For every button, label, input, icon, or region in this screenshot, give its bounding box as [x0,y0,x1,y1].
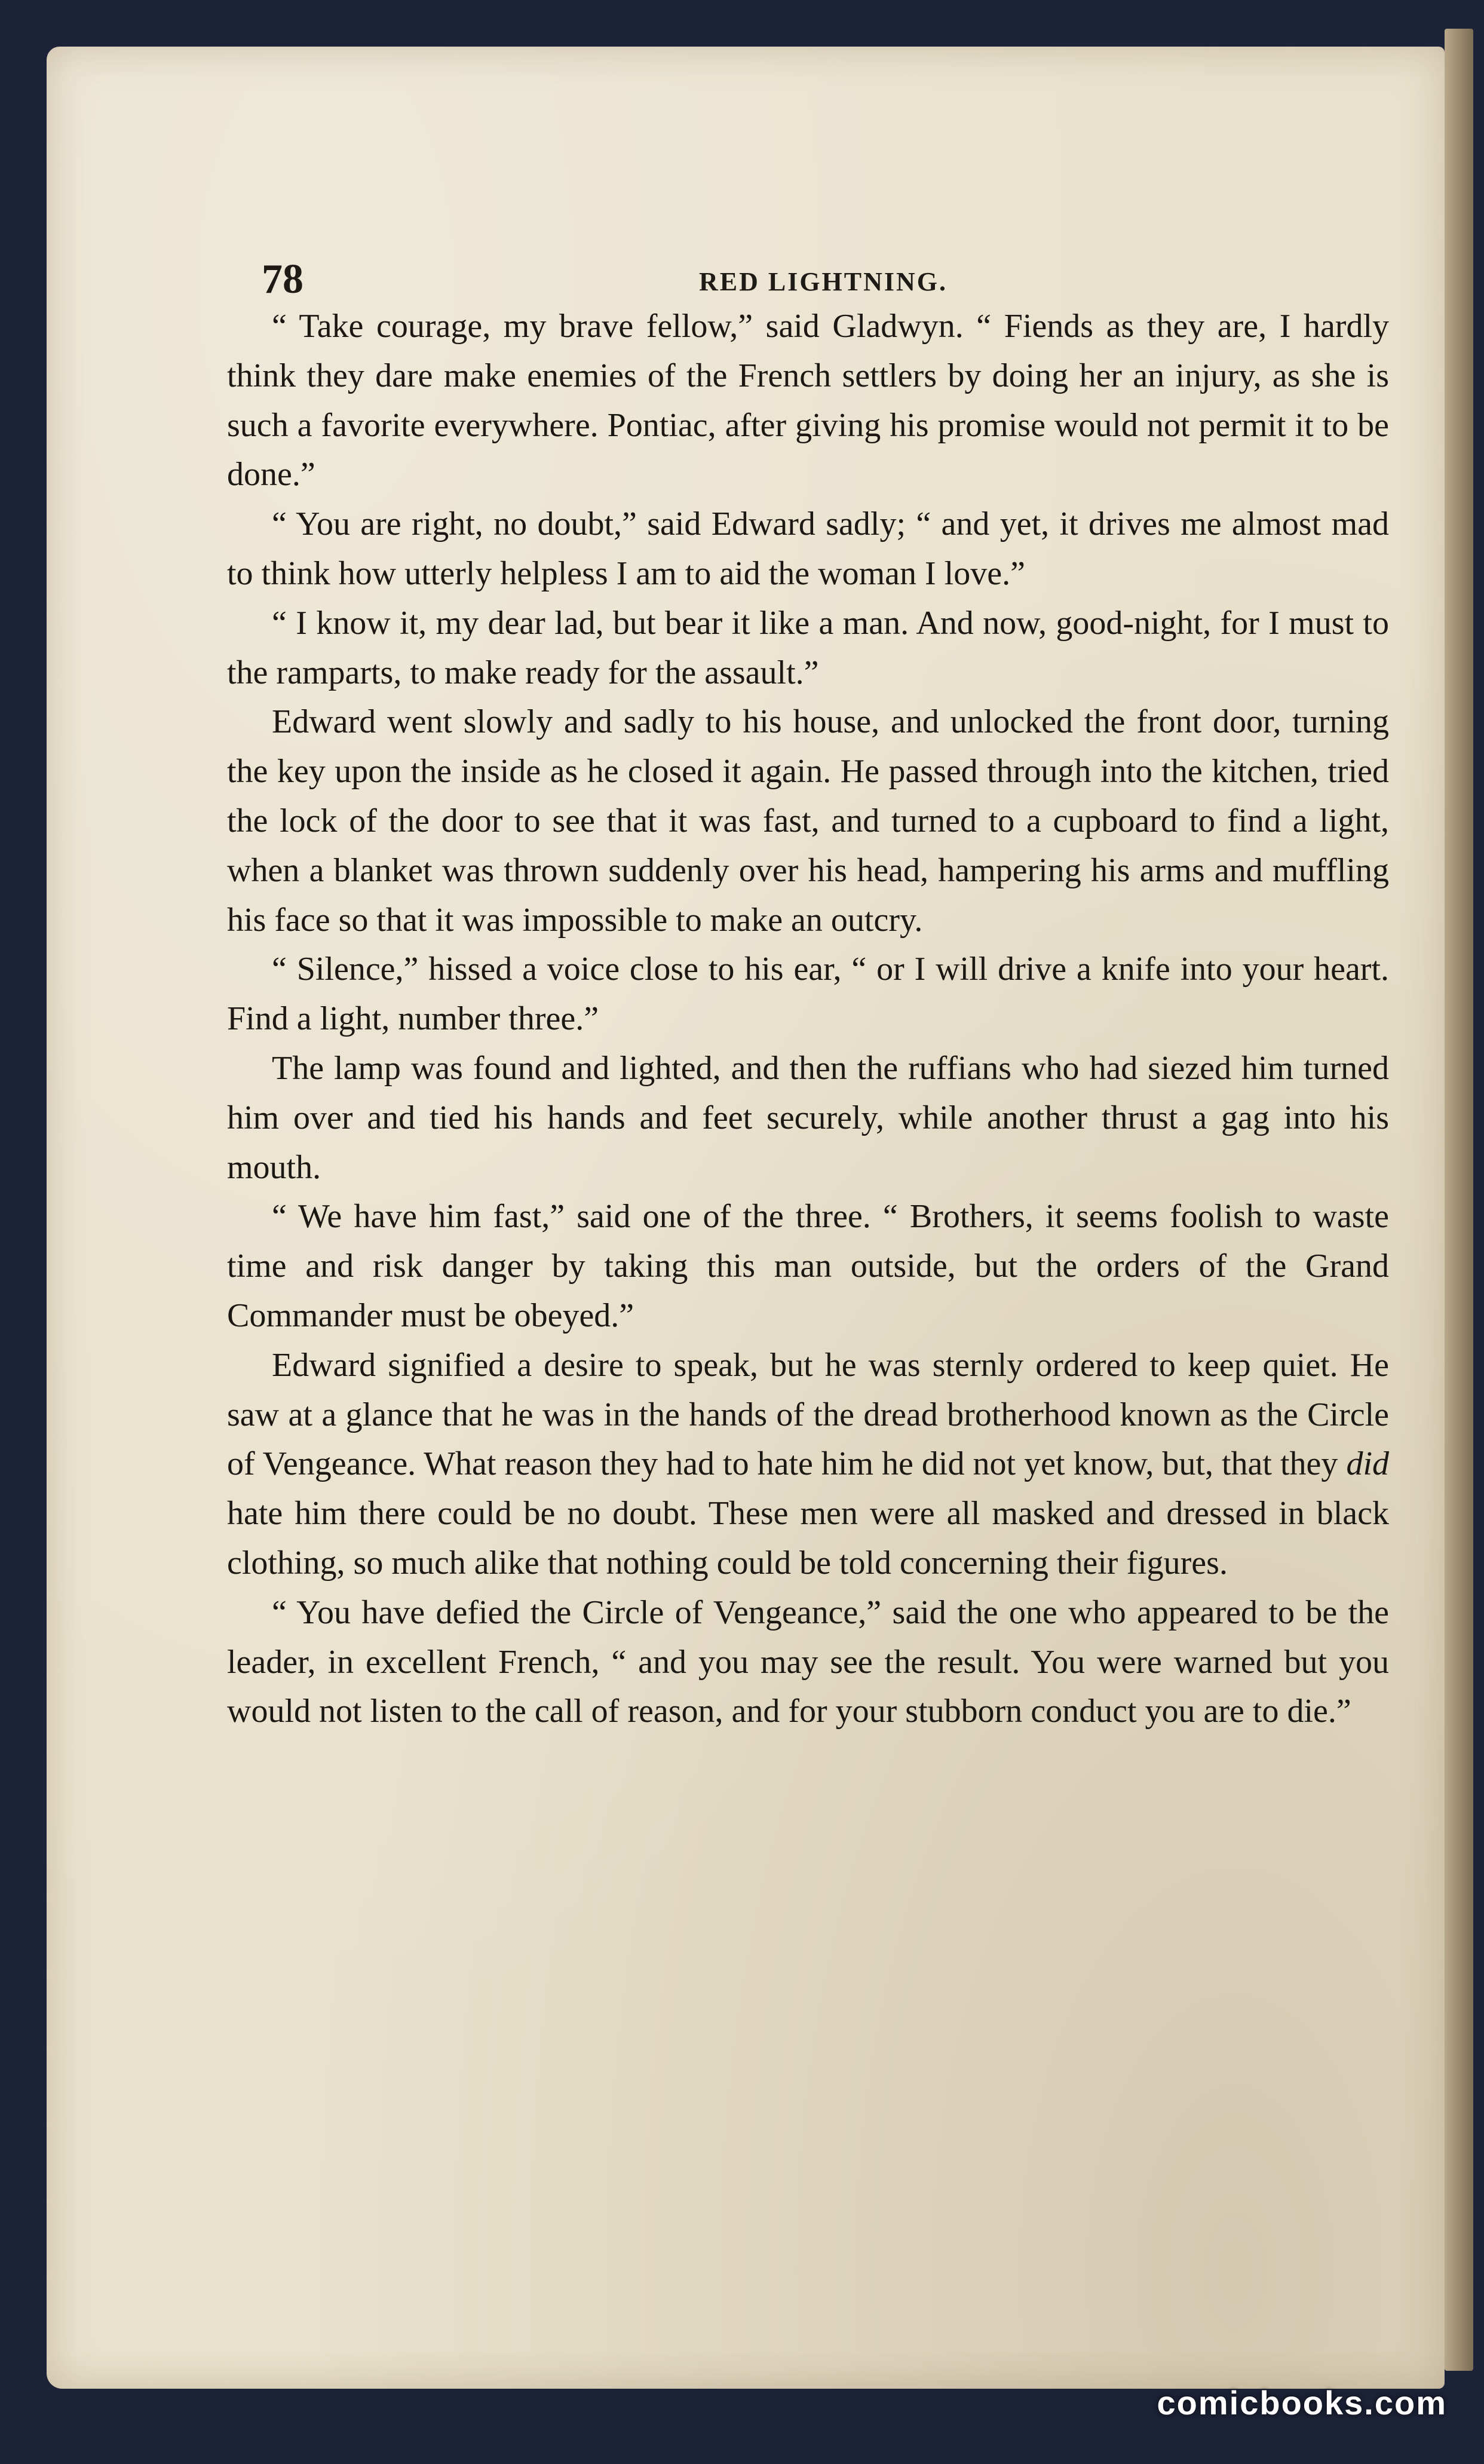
paragraph: Edward went slowly and sadly to his house, and unlocked the front door, turning the key upon the inside as he closed it again. He passed through into the kitchen, tried the lock of the door to see that it was fast, and turned to a cupboard to find a light, when a blanket was thrown suddenly over his head, hampering his arms and muffling his face so that it was impossible to make an outcry. [227,703,1389,939]
page-header [211,253,1436,307]
watermark: comicbooks.com [1157,2384,1447,2422]
paragraph: “ You are right, no doubt,” said Edward sadly; “ and yet, it drives me almost mad to think how utterly helpless I am to aid the woman I love.” [227,505,1389,592]
paragraph [227,1341,1389,1588]
paragraph: The lamp was found and lighted, and then the ruffians who had siezed him turned him over and tied his hands and feet securely, while another thrust a gag into his mouth. [227,1049,1389,1186]
emphasis-text: did [1346,1445,1389,1483]
paragraph: “ We have him fast,” said one of the three. “ Brothers, it seems foolish to waste time and risk danger by taking this man outside, but the orders of the Grand Commander must be obeyed.” [227,1198,1389,1334]
body-text [227,302,1389,1736]
paragraph: “ Silence,” hissed a voice close to his ear, “ or I will drive a knife into your heart. Find a light, number three.” [227,951,1389,1038]
paragraph-text: hate him there could be no doubt. These men were all masked and dressed in black clothing, so much alike that nothing could be told concerning their figures. [227,1495,1389,1582]
page-number: 78 [262,256,303,302]
paragraph: “ Take courage, my brave fellow,” said Gladwyn. “ Fiends as they are, I hardly think they dare make enemies of the French settlers by doing her an injury, as she is such a favorite everywhere. Pontiac, after giving his promise would not permit it to be done.” [227,308,1389,494]
running-head: RED LIGHTNING. [698,267,948,296]
paragraph: “ I know it, my dear lad, but bear it like a man. And now, good-night, for I must to the ramparts, to make ready for the assault.” [227,604,1389,691]
page-edge [1445,29,1473,2371]
paragraph-text: Edward signified a desire to speak, but he was sternly ordered to keep quiet. He saw at a glance that he was in the hands of the dread brotherhood known as the Circle of Vengeance. What reason they had to hate him he did not yet know, but, that they [227,1346,1389,1483]
paragraph: “ You have defied the Circle of Vengeance,” said the one who appeared to be the leader, in excellent French, “ and you may see the result. You were warned but you would not listen to the call of reason, and for your stubborn conduct you are to die.” [227,1593,1389,1730]
